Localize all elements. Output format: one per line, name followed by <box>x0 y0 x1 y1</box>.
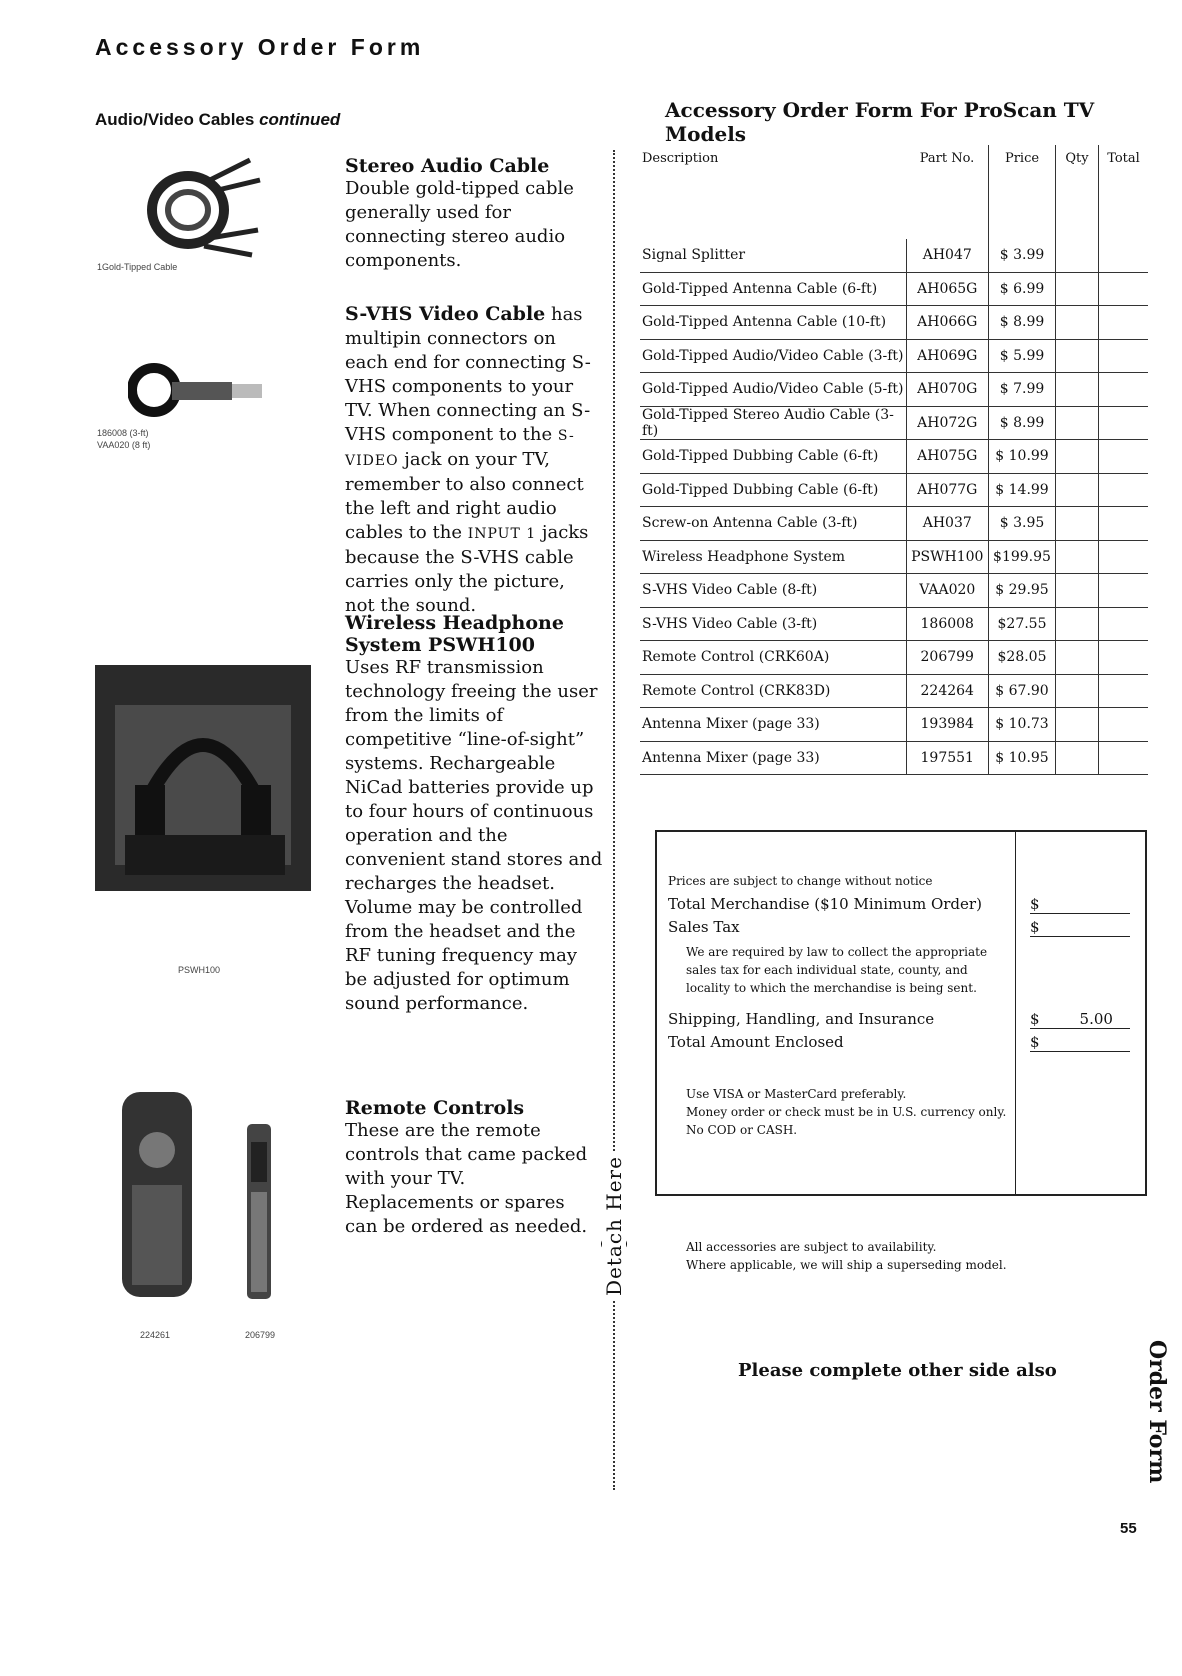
payment-note-1: Use VISA or MasterCard preferably. <box>686 1087 907 1101</box>
remote-large-image <box>120 1090 200 1300</box>
row-price: $28.05 <box>989 641 1056 675</box>
row-price: $ 29.95 <box>989 574 1056 608</box>
row-total-field[interactable] <box>1099 641 1149 675</box>
row-description: Screw-on Antenna Cable (3-ft) <box>640 507 906 541</box>
headphone-photo <box>95 665 311 891</box>
row-qty-field[interactable] <box>1056 741 1099 775</box>
svhs-cable-section: S-VHS Video Cable has multipin connectors on each end for connecting S-VHS components to your TV. When connecting an S-VHS component to the S-VIDEO jack on your TV, remember to also connect the left and right audio cables to the INPUT 1 jacks because the S-VHS cable carries only the picture, not the sound. <box>345 303 591 616</box>
table-row <box>640 339 1148 373</box>
row-total-field[interactable] <box>1099 607 1149 641</box>
sales-tax-note: We are required by law to collect the appropriate sales tax for each individual state, county, and locality to which the merchandise is being sent. <box>686 945 988 995</box>
row-qty-field[interactable] <box>1056 674 1099 708</box>
table-row <box>640 674 1148 708</box>
row-total-field[interactable] <box>1099 306 1149 340</box>
remote-slim-image <box>245 1122 275 1302</box>
gold-cable-caption: 1Gold-Tipped Cable <box>97 262 178 272</box>
table-row <box>640 440 1148 474</box>
headphone-caption: PSWH100 <box>178 965 221 975</box>
order-form-title: Accessory Order Form For ProScan TV Models <box>665 98 1095 146</box>
row-part-no: PSWH100 <box>906 540 989 574</box>
table-row <box>640 406 1148 440</box>
remote-controls-text: These are the remote controls that came packed with your TV. Replacements or spares can be ordered as needed. <box>345 1120 588 1237</box>
table-row <box>640 306 1148 340</box>
row-part-no: AH070G <box>906 373 989 407</box>
row-price: $ 6.99 <box>989 272 1056 306</box>
total-merchandise-label: Total Merchandise ($10 Minimum Order) <box>668 895 982 913</box>
row-price: $ 8.99 <box>989 306 1056 340</box>
complete-other-side: Please complete other side also <box>738 1360 1057 1381</box>
column-part-no: Part No. <box>919 151 975 166</box>
sales-tax-label: Sales Tax <box>668 918 740 936</box>
page-number: 55 <box>1120 1520 1137 1537</box>
row-total-field[interactable] <box>1099 540 1149 574</box>
stereo-cable-title: Stereo Audio Cable <box>345 155 550 177</box>
row-qty-field[interactable] <box>1056 607 1099 641</box>
row-part-no: 186008 <box>906 607 989 641</box>
row-part-no: AH047 <box>906 239 989 272</box>
table-row <box>640 373 1148 407</box>
row-description: Gold-Tipped Stereo Audio Cable (3-ft) <box>640 406 906 440</box>
row-part-no: 197551 <box>906 741 989 775</box>
side-tab-label: Order Form <box>1144 1340 1170 1484</box>
row-part-no: AH069G <box>906 339 989 373</box>
table-row <box>640 607 1148 641</box>
row-qty-field[interactable] <box>1056 406 1099 440</box>
row-total-field[interactable] <box>1099 406 1149 440</box>
row-description: Gold-Tipped Antenna Cable (10-ft) <box>640 306 906 340</box>
shipping-label: Shipping, Handling, and Insurance <box>668 1010 935 1028</box>
gold-cable-image <box>140 150 270 270</box>
table-row <box>640 473 1148 507</box>
table-row <box>640 741 1148 775</box>
row-price: $ 7.99 <box>989 373 1056 407</box>
row-description: Gold-Tipped Antenna Cable (6-ft) <box>640 272 906 306</box>
row-part-no: AH037 <box>906 507 989 541</box>
row-price: $ 8.99 <box>989 406 1056 440</box>
table-row <box>640 239 1148 272</box>
stereo-cable-section <box>345 155 595 273</box>
row-total-field[interactable] <box>1099 674 1149 708</box>
section-title: Audio/Video Cables continued <box>95 110 341 129</box>
column-price: Price <box>989 145 1056 239</box>
row-part-no: AH066G <box>906 306 989 340</box>
row-description: S-VHS Video Cable (3-ft) <box>640 607 906 641</box>
row-qty-field[interactable] <box>1056 540 1099 574</box>
table-row <box>640 574 1148 608</box>
summary-divider <box>1015 830 1016 1194</box>
order-table-header <box>640 145 1148 239</box>
row-description: Gold-Tipped Dubbing Cable (6-ft) <box>640 473 906 507</box>
row-description: S-VHS Video Cable (8-ft) <box>640 574 906 608</box>
availability-line-1: All accessories are subject to availability. <box>686 1240 937 1254</box>
row-part-no: 206799 <box>906 641 989 675</box>
row-description: Gold-Tipped Audio/Video Cable (5-ft) <box>640 373 906 407</box>
table-row <box>640 540 1148 574</box>
row-price: $27.55 <box>989 607 1056 641</box>
row-part-no: AH065G <box>906 272 989 306</box>
page-header: Accessory Order Form <box>95 34 425 60</box>
sales-tax-field[interactable]: $ <box>1030 918 1130 937</box>
row-qty-field[interactable] <box>1056 272 1099 306</box>
row-part-no: AH077G <box>906 473 989 507</box>
table-row <box>640 708 1148 742</box>
row-price: $ 14.99 <box>989 473 1056 507</box>
svhs-cable-title: S-VHS Video Cable <box>345 303 546 325</box>
row-price: $ 5.99 <box>989 339 1056 373</box>
row-price: $199.95 <box>989 540 1056 574</box>
total-enclosed-label: Total Amount Enclosed <box>668 1033 844 1051</box>
row-total-field[interactable] <box>1099 473 1149 507</box>
payment-note-2: Money order or check must be in U.S. currency only. <box>686 1105 1007 1119</box>
remote-caption-b: 206799 <box>245 1330 276 1340</box>
price-notice: Prices are subject to change without notice <box>668 874 933 888</box>
row-total-field[interactable] <box>1099 507 1149 541</box>
row-price: $ 10.73 <box>989 708 1056 742</box>
row-qty-field[interactable] <box>1056 507 1099 541</box>
row-description: Antenna Mixer (page 33) <box>640 708 906 742</box>
table-row <box>640 507 1148 541</box>
svhs-caption-a: 186008 (3-ft) <box>97 428 149 438</box>
row-qty-field[interactable] <box>1056 708 1099 742</box>
column-total: Total <box>1099 145 1149 239</box>
row-qty-field[interactable] <box>1056 306 1099 340</box>
row-price: $ 3.99 <box>989 239 1056 272</box>
row-description: Wireless Headphone System <box>640 540 906 574</box>
row-part-no: 224264 <box>906 674 989 708</box>
row-description: Gold-Tipped Dubbing Cable (6-ft) <box>640 440 906 474</box>
wireless-headphone-section <box>345 612 603 1016</box>
row-description: Signal Splitter <box>640 239 906 272</box>
row-total-field[interactable] <box>1099 339 1149 373</box>
row-total-field[interactable] <box>1099 239 1149 272</box>
row-total-field[interactable] <box>1099 373 1149 407</box>
table-row <box>640 272 1148 306</box>
shipping-field[interactable]: $ 5.00 <box>1030 1010 1130 1029</box>
row-total-field[interactable] <box>1099 708 1149 742</box>
order-table <box>640 145 1148 775</box>
svhs-caption-b: VAA020 (8 ft) <box>97 440 151 450</box>
row-description: Remote Control (CRK83D) <box>640 674 906 708</box>
row-qty-field[interactable] <box>1056 473 1099 507</box>
remote-controls-title: Remote Controls <box>345 1097 525 1119</box>
row-part-no: AH075G <box>906 440 989 474</box>
row-qty-field[interactable] <box>1056 641 1099 675</box>
column-description: Description <box>642 151 719 166</box>
wireless-headphone-text: Uses RF transmission technology freeing the user from the limits of competitive “line-of-sight” systems. Rechargeable NiCad batteries provide up to four hours of continuous operation and the convenient stand stores and recharges the headset. Volume may be controlled from the headset and the RF tuning frequency may be adjusted for optimum sound performance. <box>345 657 603 1014</box>
row-price: $ 10.99 <box>989 440 1056 474</box>
row-description: Remote Control (CRK60A) <box>640 641 906 675</box>
row-qty-field[interactable] <box>1056 574 1099 608</box>
total-enclosed-field[interactable]: $ <box>1030 1033 1130 1052</box>
row-qty-field[interactable] <box>1056 339 1099 373</box>
row-price: $ 3.95 <box>989 507 1056 541</box>
svhs-cable-image <box>128 360 268 420</box>
row-price: $ 10.95 <box>989 741 1056 775</box>
detach-label: Detach Here <box>602 1152 626 1300</box>
row-qty-field[interactable] <box>1056 440 1099 474</box>
row-part-no: 193984 <box>906 708 989 742</box>
total-merchandise-field[interactable]: $ <box>1030 895 1130 914</box>
wireless-headphone-title: Wireless Headphone System PSWH100 <box>345 612 564 656</box>
remote-controls-section <box>345 1097 595 1239</box>
row-description: Antenna Mixer (page 33) <box>640 741 906 775</box>
table-row <box>640 641 1148 675</box>
row-total-field[interactable] <box>1099 574 1149 608</box>
row-qty-field[interactable] <box>1056 373 1099 407</box>
row-price: $ 67.90 <box>989 674 1056 708</box>
payment-note-3: No COD or CASH. <box>686 1123 798 1137</box>
row-description: Gold-Tipped Audio/Video Cable (3-ft) <box>640 339 906 373</box>
row-total-field[interactable] <box>1099 272 1149 306</box>
remote-caption-a: 224261 <box>140 1330 171 1340</box>
row-part-no: AH072G <box>906 406 989 440</box>
row-total-field[interactable] <box>1099 440 1149 474</box>
availability-line-2: Where applicable, we will ship a superseding model. <box>686 1258 1007 1272</box>
row-qty-field[interactable] <box>1056 239 1099 272</box>
row-total-field[interactable] <box>1099 741 1149 775</box>
column-qty: Qty <box>1056 145 1099 239</box>
stereo-cable-text: Double gold-tipped cable generally used for connecting stereo audio components. <box>345 178 574 271</box>
row-part-no: VAA020 <box>906 574 989 608</box>
